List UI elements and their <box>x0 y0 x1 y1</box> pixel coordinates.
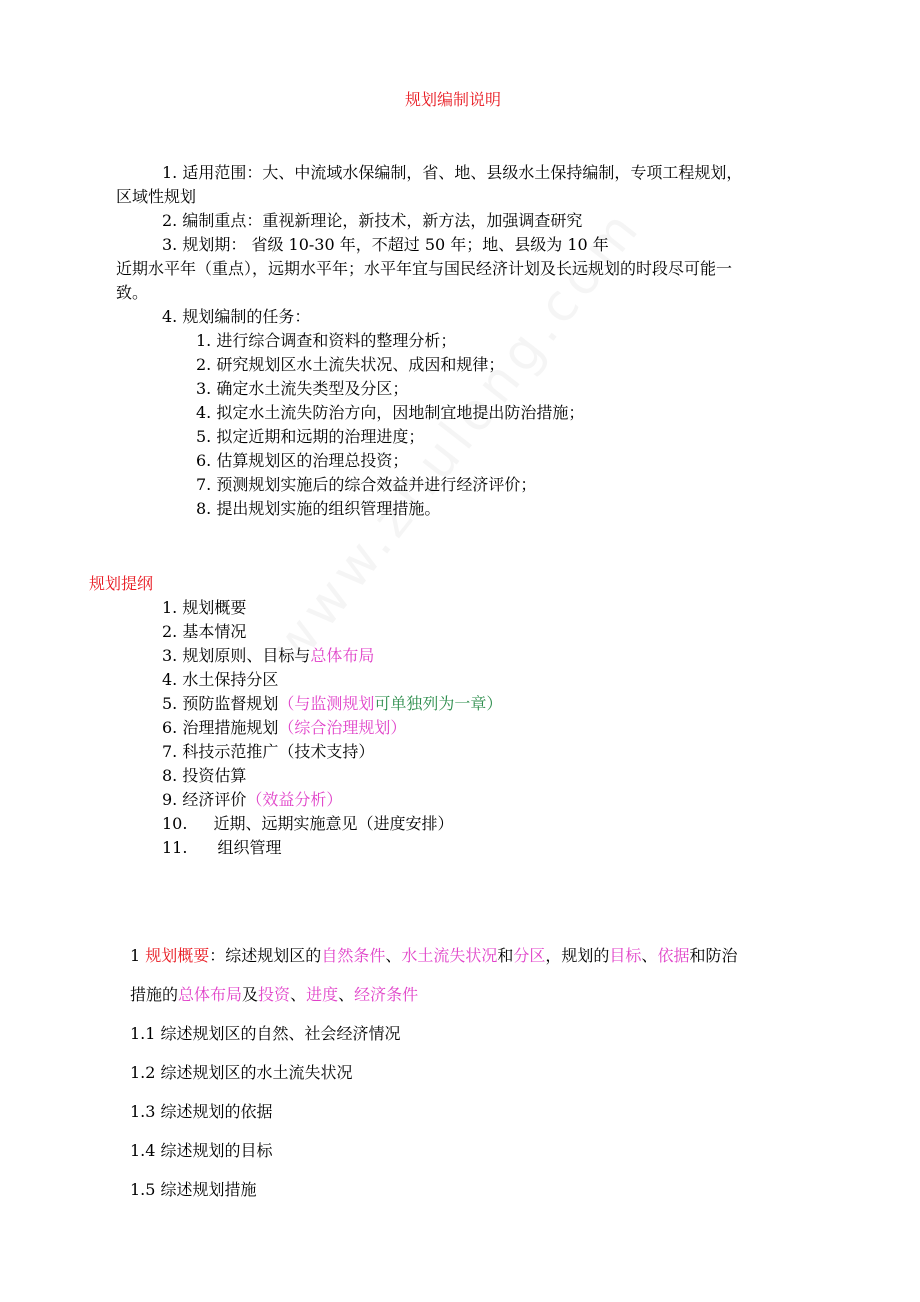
highlight-text: 总体布局 <box>178 985 243 1004</box>
summary-text: ：综述规划区的 <box>209 946 322 965</box>
outline-item <box>162 717 406 739</box>
highlight-text: 水土流失状况 <box>401 946 498 965</box>
outline-item: 4. 水土保持分区 <box>162 670 279 689</box>
outline-item: 2. 基本情况 <box>162 622 247 641</box>
task-item: 1. 进行综合调查和资料的整理分析； <box>196 331 457 350</box>
outline-item-text: 3. 规划原则、目标与 <box>162 646 311 665</box>
outline-item <box>162 813 453 835</box>
intro-paragraph-2: 2. 编制重点：重视新理论，新技术，新方法，加强调查研究 <box>162 211 583 230</box>
outline-item-number: 10. <box>162 814 188 833</box>
task-item: 6. 估算规划区的治理总投资； <box>196 451 409 470</box>
summary-text: 、 <box>290 985 307 1004</box>
intro-paragraph-3-end: 致。 <box>116 283 149 302</box>
highlight-text: 分区 <box>513 946 546 965</box>
outline-item: 8. 投资估算 <box>162 766 247 785</box>
summary-paragraph-line-1 <box>130 945 737 967</box>
highlight-text: （效益分析） <box>246 790 343 809</box>
highlight-text: 进度 <box>306 985 339 1004</box>
intro-paragraph-1-cont: 区域性规划 <box>116 187 197 206</box>
outline-item: 1. 规划概要 <box>162 598 247 617</box>
highlight-text: 投资 <box>258 985 291 1004</box>
summary-text: 和防治 <box>689 946 738 965</box>
intro-paragraph-3: 3. 规划期： 省级 10-30 年，不超过 50 年；地、县级为 10 年 <box>162 235 609 254</box>
task-item: 4. 拟定水土流失防治方向，因地制宜地提出防治措施； <box>196 403 585 422</box>
highlight-text: （与监测规划 <box>278 694 375 713</box>
summary-subitem: 1.3 综述规划的依据 <box>130 1102 273 1121</box>
highlight-text: 目标 <box>609 946 642 965</box>
outline-item <box>162 693 502 715</box>
highlight-text: 自然条件 <box>321 946 386 965</box>
summary-number: 1 <box>130 946 141 965</box>
summary-text: 、 <box>338 985 355 1004</box>
outline-heading: 规划提纲 <box>89 574 154 593</box>
highlight-text: 经济条件 <box>354 985 419 1004</box>
task-item: 7. 预测规划实施后的综合效益并进行经济评价； <box>196 475 537 494</box>
summary-heading: 规划概要 <box>145 946 210 965</box>
outline-item-text: 近期、远期实施意见（进度安排） <box>213 814 454 833</box>
highlight-text: （综合治理规划） <box>278 718 407 737</box>
task-item: 3. 确定水土流失类型及分区； <box>196 379 409 398</box>
summary-text: 和 <box>497 946 514 965</box>
outline-item-text: 组织管理 <box>217 838 282 857</box>
intro-paragraph-4: 4. 规划编制的任务： <box>162 307 311 326</box>
outline-item-text: 6. 治理措施规划 <box>162 718 279 737</box>
summary-subitem: 1.2 综述规划区的水土流失状况 <box>130 1063 353 1082</box>
outline-item-number: 11. <box>162 838 188 857</box>
summary-subitem: 1.4 综述规划的目标 <box>130 1141 273 1160</box>
outline-item <box>162 837 281 859</box>
summary-text: 及 <box>242 985 259 1004</box>
outline-item: 7. 科技示范推广（技术支持） <box>162 742 375 761</box>
outline-item-text: 5. 预防监督规划 <box>162 694 279 713</box>
summary-text: 、 <box>641 946 658 965</box>
summary-text: ，规划的 <box>545 946 610 965</box>
task-item: 2. 研究规划区水土流失状况、成因和规律； <box>196 355 505 374</box>
task-item: 8. 提出规划实施的组织管理措施。 <box>196 499 441 518</box>
summary-paragraph-line-2 <box>130 984 418 1006</box>
summary-text: 、 <box>385 946 402 965</box>
summary-subitem: 1.5 综述规划措施 <box>130 1180 257 1199</box>
highlight-text: 依据 <box>657 946 690 965</box>
note-text: 可单独列为一章） <box>374 694 503 713</box>
highlight-text: 总体布局 <box>310 646 375 665</box>
summary-subitem: 1.1 综述规划区的自然、社会经济情况 <box>130 1024 401 1043</box>
outline-item-text: 9. 经济评价 <box>162 790 247 809</box>
task-item: 5. 拟定近期和远期的治理进度； <box>196 427 425 446</box>
outline-item <box>162 645 374 667</box>
summary-text: 措施的 <box>130 985 179 1004</box>
page-title: 规划编制说明 <box>405 90 502 109</box>
intro-paragraph-1: 1. 适用范围：大、中流域水保编制，省、地、县级水土保持编制，专项工程规划， <box>162 163 743 182</box>
outline-item <box>162 789 342 811</box>
intro-paragraph-3-cont: 近期水平年（重点），远期水平年；水平年宜与国民经济计划及长远规划的时段尽可能一 <box>116 259 733 278</box>
